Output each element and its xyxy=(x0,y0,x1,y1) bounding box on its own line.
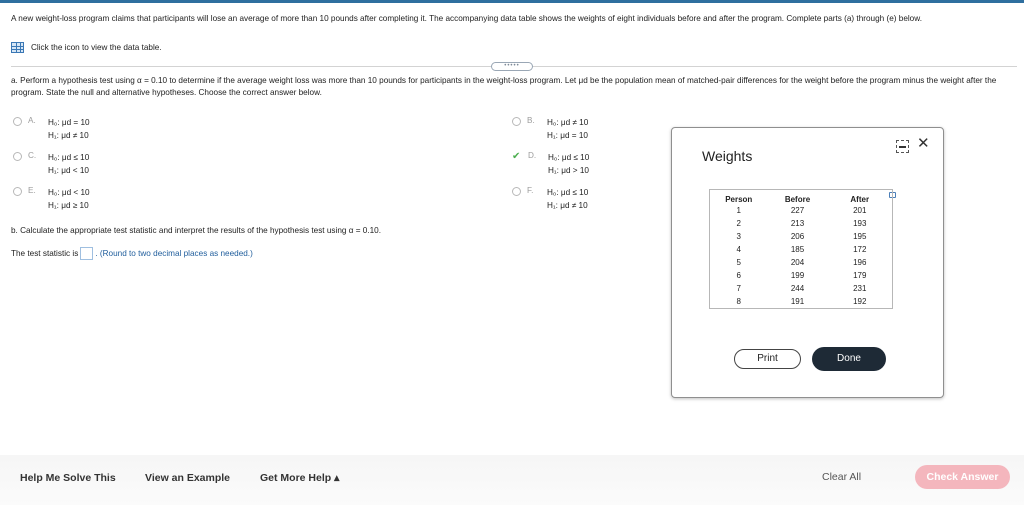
option-e[interactable] xyxy=(13,186,90,212)
h1-text: H₁: μd ≠ 10 xyxy=(547,201,588,210)
h1-text: H₁: μd > 10 xyxy=(548,166,589,175)
option-f[interactable] xyxy=(512,186,588,212)
top-bar xyxy=(0,0,1024,3)
table-row xyxy=(710,204,893,217)
table-cell: 185 xyxy=(790,244,805,254)
test-statistic-input[interactable] xyxy=(80,247,93,260)
checkmark-icon[interactable]: ✔ xyxy=(512,151,521,162)
option-letter: F. xyxy=(527,186,534,195)
h0-text: H₀: μd ≤ 10 xyxy=(547,188,589,197)
modal-title: Weights xyxy=(702,148,753,164)
table-cell: 206 xyxy=(790,231,805,241)
h1-text: H₁: μd = 10 xyxy=(547,131,588,140)
weights-data-modal xyxy=(671,127,944,398)
rounding-hint: . (Round to two decimal places as needed.) xyxy=(95,249,253,258)
table-cell: 196 xyxy=(853,257,867,267)
table-cell: 3 xyxy=(736,231,741,241)
table-row xyxy=(710,256,893,269)
option-letter: B. xyxy=(527,116,535,125)
column-header: Before xyxy=(784,195,811,204)
h1-text: H₁: μd ≠ 10 xyxy=(48,131,89,140)
h1-text: H₁: μd < 10 xyxy=(48,166,89,175)
table-cell: 179 xyxy=(853,270,867,280)
test-statistic-label: The test statistic is xyxy=(11,249,79,258)
column-header: Person xyxy=(725,195,753,204)
clear-all-button[interactable]: Clear All xyxy=(822,471,862,483)
table-cell: 213 xyxy=(790,218,805,228)
help-me-solve-button[interactable]: Help Me Solve This xyxy=(20,472,116,484)
option-c[interactable] xyxy=(13,151,89,177)
done-button[interactable]: Done xyxy=(812,347,886,371)
h1-text: H₁: μd ≥ 10 xyxy=(48,201,89,210)
h0-text: H₀: μd ≤ 10 xyxy=(548,153,590,162)
table-row xyxy=(710,217,893,230)
option-letter: D. xyxy=(528,151,537,160)
table-cell: 192 xyxy=(853,296,867,306)
table-cell: 201 xyxy=(853,205,867,215)
radio-a[interactable] xyxy=(13,117,22,126)
table-row xyxy=(710,243,893,256)
table-icon[interactable] xyxy=(11,42,24,53)
table-cell: 199 xyxy=(790,270,805,280)
table-cell: 231 xyxy=(853,283,867,293)
radio-b[interactable] xyxy=(512,117,521,126)
table-cell: 5 xyxy=(736,257,741,267)
weights-table xyxy=(709,189,893,309)
table-cell: 4 xyxy=(736,244,741,254)
table-row xyxy=(710,282,893,295)
problem-intro: A new weight-loss program claims that participants will lose an average of more than 10 pounds after completing it. The accompanying data table shows the weights of eight individuals before and after the program. Complete parts (a) through (e) below. xyxy=(11,14,922,23)
option-letter: E. xyxy=(28,186,36,195)
table-cell: 191 xyxy=(790,296,805,306)
close-icon[interactable]: ✕ xyxy=(917,135,930,152)
option-a[interactable] xyxy=(13,116,90,142)
table-cell: 7 xyxy=(736,283,741,293)
print-button[interactable]: Print xyxy=(734,349,801,369)
h0-text: H₀: μd ≠ 10 xyxy=(547,118,589,127)
radio-e[interactable] xyxy=(13,187,22,196)
get-more-help-button[interactable]: Get More Help ▴ xyxy=(260,472,340,484)
table-cell: 2 xyxy=(736,218,741,228)
table-cell: 227 xyxy=(790,205,805,215)
data-link-label[interactable]: Click the icon to view the data table. xyxy=(31,43,162,52)
table-row xyxy=(710,230,893,243)
table-cell: 195 xyxy=(853,231,867,241)
table-row xyxy=(710,269,893,282)
h0-text: H₀: μd = 10 xyxy=(48,118,90,127)
table-cell: 6 xyxy=(736,270,741,280)
check-answer-button[interactable]: Check Answer xyxy=(915,465,1010,489)
table-cell: 8 xyxy=(736,296,741,306)
option-letter: A. xyxy=(28,116,36,125)
h0-text: H₀: μd < 10 xyxy=(48,188,90,197)
minimize-icon[interactable] xyxy=(896,140,909,153)
option-d[interactable] xyxy=(512,151,589,177)
part-b-question: b. Calculate the appropriate test statistic and interpret the results of the hypothesis test using α = 0.10. xyxy=(11,226,381,235)
table-cell: 172 xyxy=(853,244,867,254)
table-cell: 244 xyxy=(790,283,805,293)
test-statistic-line xyxy=(11,247,253,260)
option-letter: C. xyxy=(28,151,37,160)
h0-text: H₀: μd ≤ 10 xyxy=(48,153,90,162)
radio-c[interactable] xyxy=(13,152,22,161)
table-header-row xyxy=(710,190,893,205)
divider-handle[interactable]: ••••• xyxy=(491,62,533,71)
view-example-button[interactable]: View an Example xyxy=(145,472,231,484)
table-row xyxy=(710,295,893,309)
table-cell: 204 xyxy=(790,257,805,267)
part-a-question: a. Perform a hypothesis test using α = 0.10 to determine if the average weight loss was more than 10 pounds for participants in the weight-loss program. Let μd be the population mean of matched-pair differences for the weight before the program minus the weight after the program. State the null and alternative hypotheses. Choose the correct answer below. xyxy=(11,76,997,97)
table-cell: 1 xyxy=(736,205,741,215)
radio-f[interactable] xyxy=(512,187,521,196)
option-b[interactable] xyxy=(512,116,588,142)
view-data-table-link[interactable] xyxy=(11,42,162,53)
table-cell: 193 xyxy=(853,218,867,228)
column-header: After xyxy=(850,195,870,204)
